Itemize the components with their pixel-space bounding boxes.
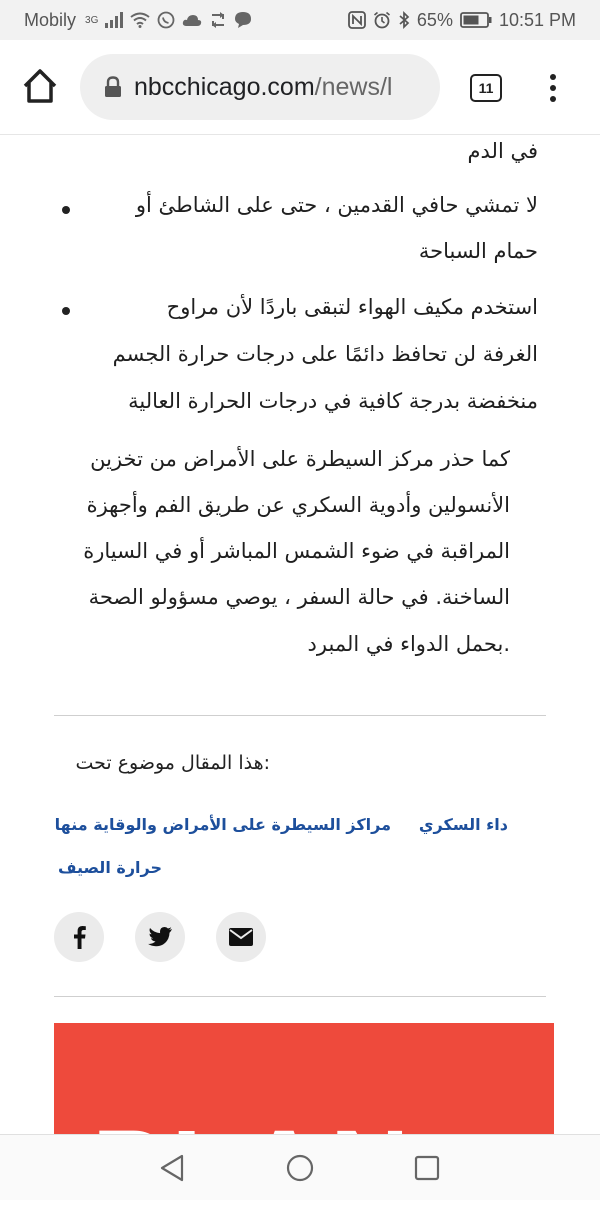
facebook-icon [69,925,89,949]
url-host: nbcchicago.com [134,72,315,101]
bullet-2-line-3: منخفضة بدرجة كافية في درجات الحرارة العالية [128,389,538,413]
overflow-menu-button[interactable] [538,70,568,106]
paragraph-line-2: الأنسولين وأدوية السكري عن طريق الفم وأجهزة [86,493,510,517]
bullet-2-line-1: استخدم مكيف الهواء لتبقى باردًا لأن مراوح [166,295,538,319]
status-bar [0,0,600,40]
paragraph-line-4: الساخنة. في حالة السفر ، يوصي مسؤولو الصحة [88,585,510,609]
bullet-icon [62,307,70,315]
browser-toolbar [0,40,600,135]
status-left [24,10,252,31]
bullet-1-line-1: لا تمشي حافي القدمين ، حتى على الشاطئ أو [135,193,538,217]
home-button[interactable] [18,64,62,108]
bullet-icon [62,206,70,214]
clock-time: 10:51 PM [498,9,576,30]
tab-count: 11 [478,80,494,96]
carrier-name: Mobily [24,9,77,30]
menu-dot-icon [550,85,556,91]
menu-dot-icon [550,96,556,102]
home-icon [20,66,60,106]
share-facebook-button[interactable] [54,912,104,962]
chat-icon [234,11,252,29]
sync-icon [209,12,227,28]
nfc-icon [348,11,366,29]
status-right [348,10,576,31]
email-icon [228,927,254,947]
battery-icon [460,12,492,28]
url-text [134,73,392,102]
network-type: 3G [85,14,99,26]
menu-dot-icon [550,74,556,80]
system-navigation-bar [0,1134,600,1200]
lock-icon [104,76,122,98]
recents-button[interactable] [412,1153,442,1183]
tag-diabetes[interactable]: داء السكري [418,815,508,834]
twitter-icon [147,926,173,948]
whatsapp-icon [157,11,175,29]
url-path: /news/l [314,72,393,101]
tag-cdc[interactable]: مراكز السيطرة على الأمراض والوقاية منها [54,815,391,834]
divider [54,715,546,716]
divider [54,996,546,997]
cloud-icon [182,13,202,27]
share-email-button[interactable] [216,912,266,962]
alarm-icon [373,11,391,29]
article-content [0,135,600,1135]
bluetooth-icon [398,11,410,29]
back-button[interactable] [157,1153,187,1183]
bullet-2-line-2: الغرفة لن تحافظ دائمًا على درجات حرارة الجسم [112,342,538,366]
filed-under-label: :هذا المقال موضوع تحت [75,752,270,774]
bullet-tail-text: في الدم [467,139,538,163]
signal-icon [105,12,123,28]
paragraph-line-3: المراقبة في ضوء الشمس المباشر أو في السيارة [83,539,510,563]
battery-percent: 65% [416,9,453,30]
address-bar[interactable] [80,54,440,120]
share-twitter-button[interactable] [135,912,185,962]
paragraph-line-1: كما حذر مركز السيطرة على الأمراض من تخزين [90,447,510,471]
tag-summer-heat[interactable]: حرارة الصيف [57,858,162,877]
back-triangle-icon [159,1154,185,1182]
wifi-icon [130,12,150,28]
tab-switcher-button[interactable] [470,74,502,102]
bullet-1-line-2: حمام السباحة [418,239,538,263]
home-circle-icon [285,1153,315,1183]
recents-square-icon [414,1155,440,1181]
home-nav-button[interactable] [285,1153,315,1183]
paragraph-line-5: .بحمل الدواء في المبرد [307,632,510,656]
